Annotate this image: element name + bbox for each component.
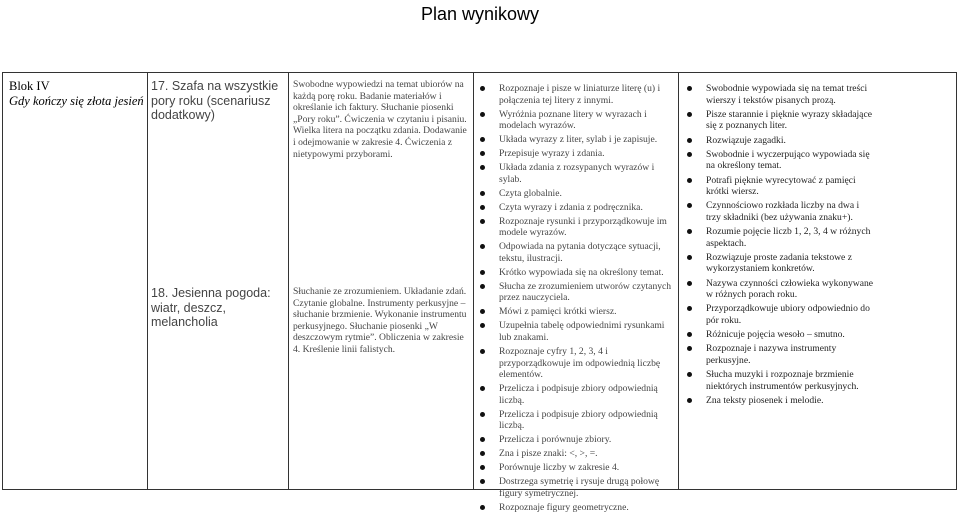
list-item: Układa zdania z rozsypanych wyrazów i sylab. [477, 162, 675, 185]
list-item: Rozumie pojęcie liczb 1, 2, 3, 4 w różnych aspektach. [684, 226, 876, 249]
activities-topic-17: Swobodne wypowiedzi na temat ubiorów na każdą porę roku. Badanie materiałów i określanie ich faktury. Słuchanie piosenki „Pory roku”. Ćwiczenia w czytaniu i pisaniu. Wielka litera na początku zdania. Dodawanie i odejmowanie w zakresie 4. Ćwiczenia z nietypowymi przyborami. [293, 79, 467, 160]
activities-topic-18: Słuchanie ze zrozumieniem. Układanie zdań. Czytanie globalne. Instrumenty perkusyjne – słuchanie brzmienie. Wykonanie instrumentu perkusyjnego. Słuchanie piosenki „W deszczowym rytmie”. Obliczenia w zakresie 4. Kreślenie linii falistych. [293, 286, 467, 355]
list-item: Czynnościowo rozkłada liczby na dwa i trzy składniki (bez używania znaku+). [684, 200, 876, 223]
list-item: Wyróżnia poznane litery w wyrazach i modelach wyrazów. [477, 109, 675, 132]
list-item: Różnicuje pojęcia wesoło – smutno. [684, 329, 876, 341]
list-item: Rozwiązuje zagadki. [684, 135, 876, 147]
list-item: Rozpoznaje figury geometryczne. [477, 502, 675, 514]
block-cell [9, 79, 145, 108]
list-item: Zna teksty piosenek i melodie. [684, 395, 876, 407]
block-label: Blok IV [9, 79, 50, 93]
list-item: Słucha ze zrozumieniem utworów czytanych przez nauczyciela. [477, 281, 675, 304]
column-divider [678, 73, 679, 489]
list-item: Czyta globalnie. [477, 188, 675, 200]
list-item: Przelicza i porównuje zbiory. [477, 434, 675, 446]
column-divider [473, 73, 474, 489]
topic-18: 18. Jesienna pogoda: wiatr, deszcz, melancholia [151, 286, 271, 329]
list-item: Słucha muzyki i rozpoznaje brzmienie niektórych instrumentów perkusyjnych. [684, 369, 876, 392]
list-item: Rozpoznaje i pisze w liniaturze literę (u) i połączenia tej litery z innymi. [477, 83, 675, 106]
list-item: Dostrzega symetrię i rysuje drugą połowę figury symetrycznej. [477, 476, 675, 499]
list-item: Potrafi pięknie wyrecytować z pamięci krótki wiersz. [684, 175, 876, 198]
list-item: Pisze starannie i pięknie wyrazy składające się z poznanych liter. [684, 109, 876, 132]
list-item: Przelicza i podpisuje zbiory odpowiednią liczbą. [477, 383, 675, 406]
list-item: Rozpoznaje i nazywa instrumenty perkusyjne. [684, 343, 876, 366]
list-item: Swobodnie i wyczerpująco wypowiada się na określony temat. [684, 149, 876, 172]
requirements-basic-list [477, 83, 675, 516]
column-divider [288, 73, 289, 489]
list-item: Nazywa czynności człowieka wykonywane w różnych porach roku. [684, 278, 876, 301]
list-item: Przepisuje wyrazy i zdania. [477, 148, 675, 160]
column-divider [147, 73, 148, 489]
page-title: Plan wynikowy [420, 4, 540, 24]
list-item: Przyporządkowuje ubiory odpowiednio do pór roku. [684, 303, 876, 326]
list-item: Układa wyrazy z liter, sylab i je zapisuje. [477, 134, 675, 146]
topic-17: 17. Szafa na wszystkie pory roku (scenariusz dodatkowy) [151, 79, 279, 122]
list-item: Rozpoznaje cyfry 1, 2, 3, 4 i przyporządkowuje im odpowiednią liczbę elementów. [477, 346, 675, 381]
list-item: Rozwiązuje proste zadania tekstowe z wykorzystaniem konkretów. [684, 252, 876, 275]
list-item: Przelicza i podpisuje zbiory odpowiednią liczbą. [477, 409, 675, 432]
list-item: Porównuje liczby w zakresie 4. [477, 462, 675, 474]
list-item: Swobodnie wypowiada się na temat treści wierszy i tekstów pisanych prozą. [684, 83, 876, 106]
requirements-extended-list [684, 83, 876, 409]
list-item: Czyta wyrazy i zdania z podręcznika. [477, 202, 675, 214]
list-item: Krótko wypowiada się na określony temat. [477, 267, 675, 279]
list-item: Uzupełnia tabelę odpowiednimi rysunkami lub znakami. [477, 320, 675, 343]
plan-table [2, 72, 957, 513]
list-item: Rozpoznaje rysunki i przyporządkowuje im modele wyrazów. [477, 216, 675, 239]
list-item: Mówi z pamięci krótki wiersz. [477, 306, 675, 318]
block-subtitle: Gdy kończy się złota jesień [9, 93, 144, 108]
list-item: Odpowiada na pytania dotyczące sytuacji, tekstu, ilustracji. [477, 241, 675, 264]
list-item: Zna i pisze znaki: <, >, =. [477, 448, 675, 460]
